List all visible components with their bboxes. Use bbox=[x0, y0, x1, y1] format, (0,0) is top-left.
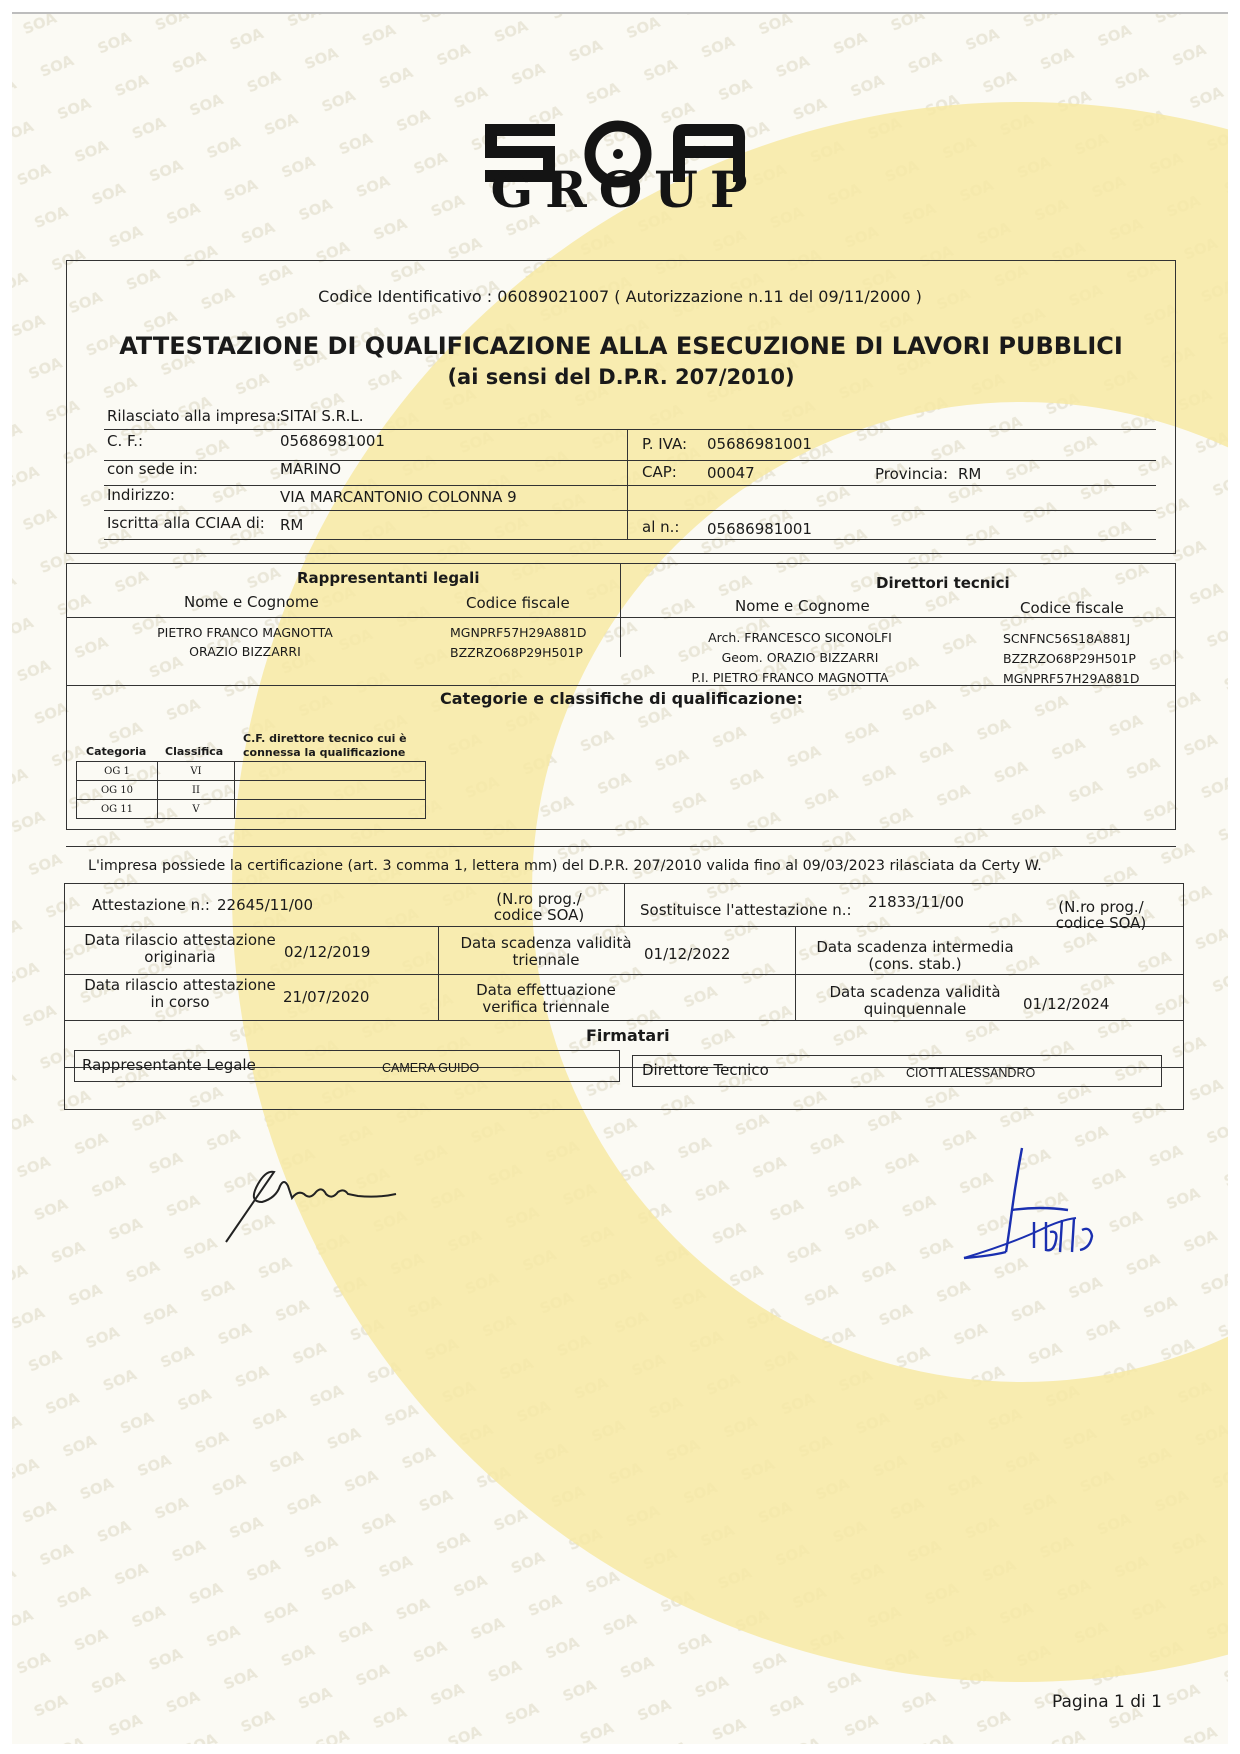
rapp-row-name: PIETRO FRANCO MAGNOTTA bbox=[157, 625, 333, 640]
rapp-col-cf: Codice fiscale bbox=[466, 594, 570, 612]
nprog-line2: codice SOA) bbox=[493, 906, 585, 924]
rapp-row-name: ORAZIO BIZZARRI bbox=[189, 644, 301, 659]
scad-triennale-value: 01/12/2022 bbox=[644, 945, 731, 963]
scad-quinq-line1: Data scadenza validità bbox=[829, 983, 1001, 1001]
cat-classifica: VI bbox=[158, 762, 235, 781]
cat-classifica: V bbox=[158, 800, 235, 819]
col-divider bbox=[620, 563, 621, 657]
rilascio-corso-line1: Data rilascio attestazione bbox=[84, 976, 276, 994]
firmatario-dir-value: CIOTTI ALESSANDRO bbox=[906, 1066, 1036, 1080]
rilasciato-label: Rilasciato alla impresa: bbox=[107, 407, 282, 425]
row-divider bbox=[64, 1020, 1184, 1021]
sede-value: MARINO bbox=[280, 460, 342, 478]
rappresentanti-title: Rappresentanti legali bbox=[297, 569, 480, 587]
indirizzo-label: Indirizzo: bbox=[107, 486, 175, 504]
signature-tech-director bbox=[950, 1140, 1130, 1260]
table-row bbox=[77, 762, 426, 781]
cat-col-cf-line2: connessa la qualificazione bbox=[243, 746, 406, 759]
cat-categoria: OG 11 bbox=[77, 800, 158, 819]
document-title: ATTESTAZIONE DI QUALIFICAZIONE ALLA ESECUZIONE DI LAVORI PUBBLICI bbox=[119, 332, 1123, 360]
direttori-title: Direttori tecnici bbox=[876, 574, 1010, 592]
dir-row-cf: SCNFNC56S18A881J bbox=[1003, 631, 1131, 646]
dir-col-cf: Codice fiscale bbox=[1020, 599, 1124, 617]
signature-legal-rep bbox=[218, 1150, 408, 1250]
top-border bbox=[12, 12, 1228, 14]
table-row bbox=[77, 800, 426, 819]
scad-triennale-line2: triennale bbox=[512, 951, 580, 969]
scad-triennale-line1: Data scadenza validità bbox=[460, 934, 632, 952]
verifica-line1: Data effettuazione bbox=[476, 981, 616, 999]
page-number: Pagina 1 di 1 bbox=[1052, 1692, 1162, 1712]
scad-intermedia-line2: (cons. stab.) bbox=[868, 955, 962, 973]
col-divider bbox=[795, 926, 796, 1020]
cat-cf bbox=[235, 781, 426, 800]
sede-label: con sede in: bbox=[107, 460, 198, 478]
cat-col-cf-line1: C.F. direttore tecnico cui è bbox=[243, 732, 407, 745]
attestazione-label: Attestazione n.: bbox=[92, 896, 210, 914]
dir-col-name: Nome e Cognome bbox=[735, 597, 870, 615]
cat-categoria: OG 1 bbox=[77, 762, 158, 781]
row-divider bbox=[64, 926, 1184, 927]
cat-col-categoria: Categoria bbox=[86, 745, 147, 758]
cat-categoria: OG 10 bbox=[77, 781, 158, 800]
row-divider bbox=[104, 539, 1156, 540]
cat-cf bbox=[235, 800, 426, 819]
codice-identificativo: Codice Identificativo : 06089021007 ( Autorizzazione n.11 del 09/11/2000 ) bbox=[318, 287, 922, 306]
firmatario-dir-label: Direttore Tecnico bbox=[642, 1061, 769, 1079]
cat-cf bbox=[235, 762, 426, 781]
col-divider bbox=[624, 883, 625, 926]
cat-col-classifica: Classifica bbox=[165, 745, 224, 758]
scad-quinq-value: 01/12/2024 bbox=[1023, 995, 1110, 1013]
sostituisce-label: Sostituisce l'attestazione n.: bbox=[640, 901, 852, 919]
row-divider bbox=[64, 974, 1184, 975]
rilascio-orig-line2: originaria bbox=[144, 948, 216, 966]
aln-value: 05686981001 bbox=[707, 520, 812, 538]
sostituisce-value: 21833/11/00 bbox=[868, 893, 964, 911]
dir-row-name: Geom. ORAZIO BIZZARRI bbox=[721, 650, 879, 665]
col-divider bbox=[438, 926, 439, 1020]
cat-classifica: II bbox=[158, 781, 235, 800]
dir-row-name: P.I. PIETRO FRANCO MAGNOTTA bbox=[691, 670, 889, 685]
attestazione-value: 22645/11/00 bbox=[217, 896, 313, 914]
rilascio-corso-value: 21/07/2020 bbox=[283, 988, 370, 1006]
rilasciato-value: SITAI S.R.L. bbox=[280, 407, 364, 425]
rilascio-orig-line1: Data rilascio attestazione bbox=[84, 931, 276, 949]
cap-value: 00047 bbox=[707, 464, 755, 482]
cap-label: CAP: bbox=[642, 463, 677, 481]
nprog2-line1: (N.ro prog./ bbox=[1058, 898, 1144, 916]
verifica-line2: verifica triennale bbox=[482, 998, 610, 1016]
row-divider bbox=[104, 429, 1156, 430]
row-divider bbox=[66, 617, 1176, 618]
nprog-line1: (N.ro prog./ bbox=[496, 890, 582, 908]
col-divider bbox=[627, 429, 628, 539]
aln-label: al n.: bbox=[642, 518, 680, 536]
dir-row-name: Arch. FRANCESCO SICONOLFI bbox=[708, 630, 892, 645]
categorie-table bbox=[76, 761, 426, 819]
cciaa-value: RM bbox=[280, 516, 304, 534]
cciaa-label: Iscritta alla CCIAA di: bbox=[107, 514, 265, 532]
nprog2-line2: codice SOA) bbox=[1055, 914, 1147, 932]
firmatario-rapp-label: Rappresentante Legale bbox=[82, 1056, 256, 1074]
rapp-row-cf: MGNPRF57H29A881D bbox=[450, 625, 587, 640]
rapp-row-cf: BZZRZO68P29H501P bbox=[450, 645, 583, 660]
cf-label: C. F.: bbox=[107, 432, 144, 450]
scad-intermedia-line1: Data scadenza intermedia bbox=[816, 938, 1014, 956]
rapp-col-name: Nome e Cognome bbox=[184, 593, 319, 611]
scad-quinq-line2: quinquennale bbox=[863, 1000, 967, 1018]
document-subtitle: (ai sensi del D.P.R. 207/2010) bbox=[447, 365, 795, 389]
table-row bbox=[77, 781, 426, 800]
cf-value: 05686981001 bbox=[280, 432, 385, 450]
firmatari-title: Firmatari bbox=[586, 1026, 670, 1045]
provincia-label: Provincia: bbox=[875, 465, 949, 483]
rilascio-corso-line2: in corso bbox=[150, 993, 210, 1011]
piva-label: P. IVA: bbox=[642, 435, 688, 453]
dir-row-cf: MGNPRF57H29A881D bbox=[1003, 671, 1140, 686]
row-divider bbox=[66, 846, 1176, 847]
row-divider bbox=[104, 485, 1156, 486]
indirizzo-value: VIA MARCANTONIO COLONNA 9 bbox=[280, 488, 517, 506]
logo-group-text: GROUP bbox=[490, 160, 760, 219]
piva-value: 05686981001 bbox=[707, 435, 812, 453]
categorie-title: Categorie e classifiche di qualificazione: bbox=[440, 689, 803, 708]
firmatario-rapp-value: CAMERA GUIDO bbox=[382, 1061, 480, 1075]
certificazione-text: L'impresa possiede la certificazione (art. 3 comma 1, lettera mm) del D.P.R. 207/2010 valida fino al 09/03/2023 rilasciata da Certy W. bbox=[88, 858, 1042, 874]
rilascio-orig-value: 02/12/2019 bbox=[284, 943, 371, 961]
dir-row-cf: BZZRZO68P29H501P bbox=[1003, 651, 1136, 666]
row-divider bbox=[104, 510, 1156, 511]
provincia-value: RM bbox=[958, 465, 982, 483]
row-divider bbox=[104, 460, 1156, 461]
